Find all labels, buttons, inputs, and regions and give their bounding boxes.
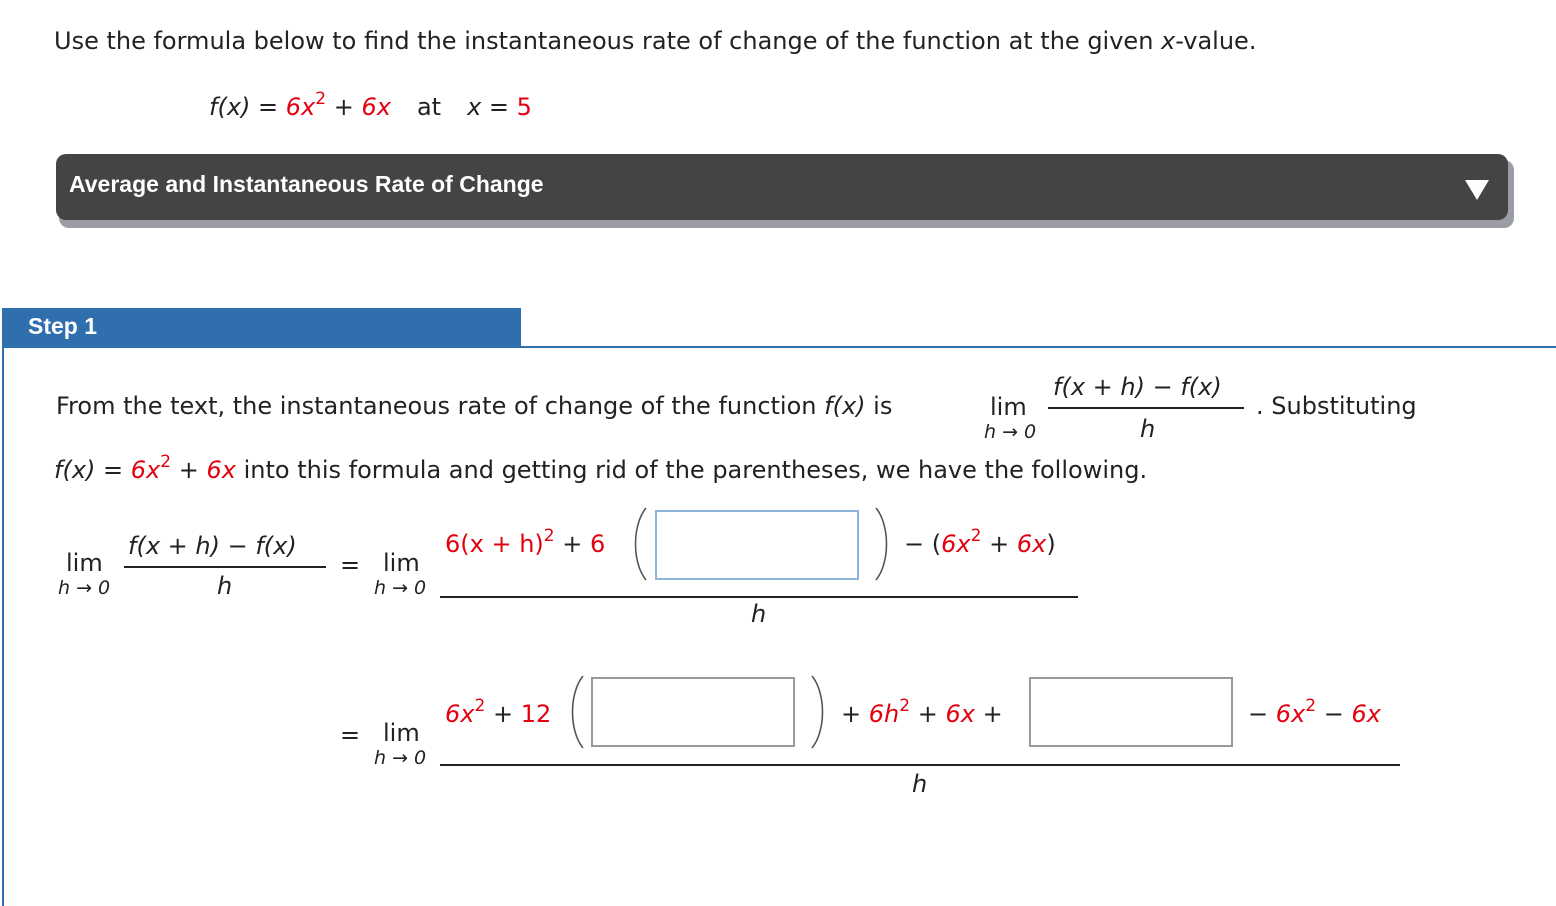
- eq2-denominator: h: [912, 770, 928, 798]
- eq2-fraction-bar: [440, 764, 1400, 766]
- expand-triangle-icon[interactable]: [1465, 180, 1489, 200]
- eq2-lim-subscript: h → 0: [374, 747, 427, 769]
- eq2-numerator-start: $6x^2 + 12$: [445, 696, 552, 728]
- eq2-right-paren: [806, 673, 832, 751]
- eq1-fraction-bar: [440, 596, 1078, 598]
- eq1-lhs-numerator: f(x + h) − f(x): [128, 532, 297, 560]
- eq1-lhs-lim-subscript: h → 0: [58, 577, 111, 599]
- eq1-denominator: h: [751, 600, 767, 628]
- eq1-rhs-lim: lim: [383, 549, 420, 577]
- eq1-numerator-start: $6(x + h)^2 + 6$: [445, 526, 606, 558]
- eq2-left-paren: [563, 673, 589, 751]
- question-instruction: Use the formula below to find the instantaneous rate of change of the function at the given x-value.: [54, 27, 1257, 55]
- eq2-numerator-end: − $6x^2 - 6x$: [1248, 696, 1381, 728]
- step-left-border: [2, 346, 4, 906]
- step-text-substituting: . Substituting: [1256, 392, 1417, 420]
- eq2-answer-box-1[interactable]: [591, 677, 795, 747]
- eq2-equals: =: [340, 721, 361, 749]
- step-label: Step 1: [28, 313, 98, 339]
- eq1-numerator-end: − $(6x^2 + 6x)$: [904, 526, 1056, 558]
- formula-denominator: h: [1140, 415, 1156, 443]
- step-text-line2: $f(x) = 6x^2 + 6x$ into this formula and getting rid of the parentheses, we have the following.: [54, 452, 1148, 484]
- limit-subscript: h → 0: [984, 421, 1037, 443]
- eq1-lhs-fraction-bar: [124, 566, 326, 568]
- eq2-numerator-middle: + $6h^2 + 6x$ +: [841, 696, 1003, 728]
- banner-title: Average and Instantaneous Rate of Change: [69, 171, 544, 197]
- step-text-line1: From the text, the instantaneous rate of change of the function f(x) is: [56, 392, 893, 420]
- eq1-answer-box[interactable]: [655, 510, 859, 580]
- question-function: $f(x) = 6x^2 + 6x$ at x = 5: [209, 89, 532, 121]
- eq2-answer-box-2[interactable]: [1029, 677, 1233, 747]
- eq1-lhs-lim: lim: [66, 549, 103, 577]
- eq2-lim: lim: [383, 719, 420, 747]
- step-divider: [2, 346, 1556, 348]
- eq1-equals: =: [340, 551, 361, 579]
- eq1-left-paren: [626, 505, 652, 583]
- eq1-right-paren: [870, 505, 896, 583]
- formula-numerator: f(x + h) − f(x): [1053, 373, 1222, 401]
- formula-fraction-bar: [1048, 407, 1244, 409]
- eq1-lhs-denominator: h: [217, 572, 233, 600]
- eq1-rhs-lim-subscript: h → 0: [374, 577, 427, 599]
- limit-lim: lim: [990, 393, 1027, 421]
